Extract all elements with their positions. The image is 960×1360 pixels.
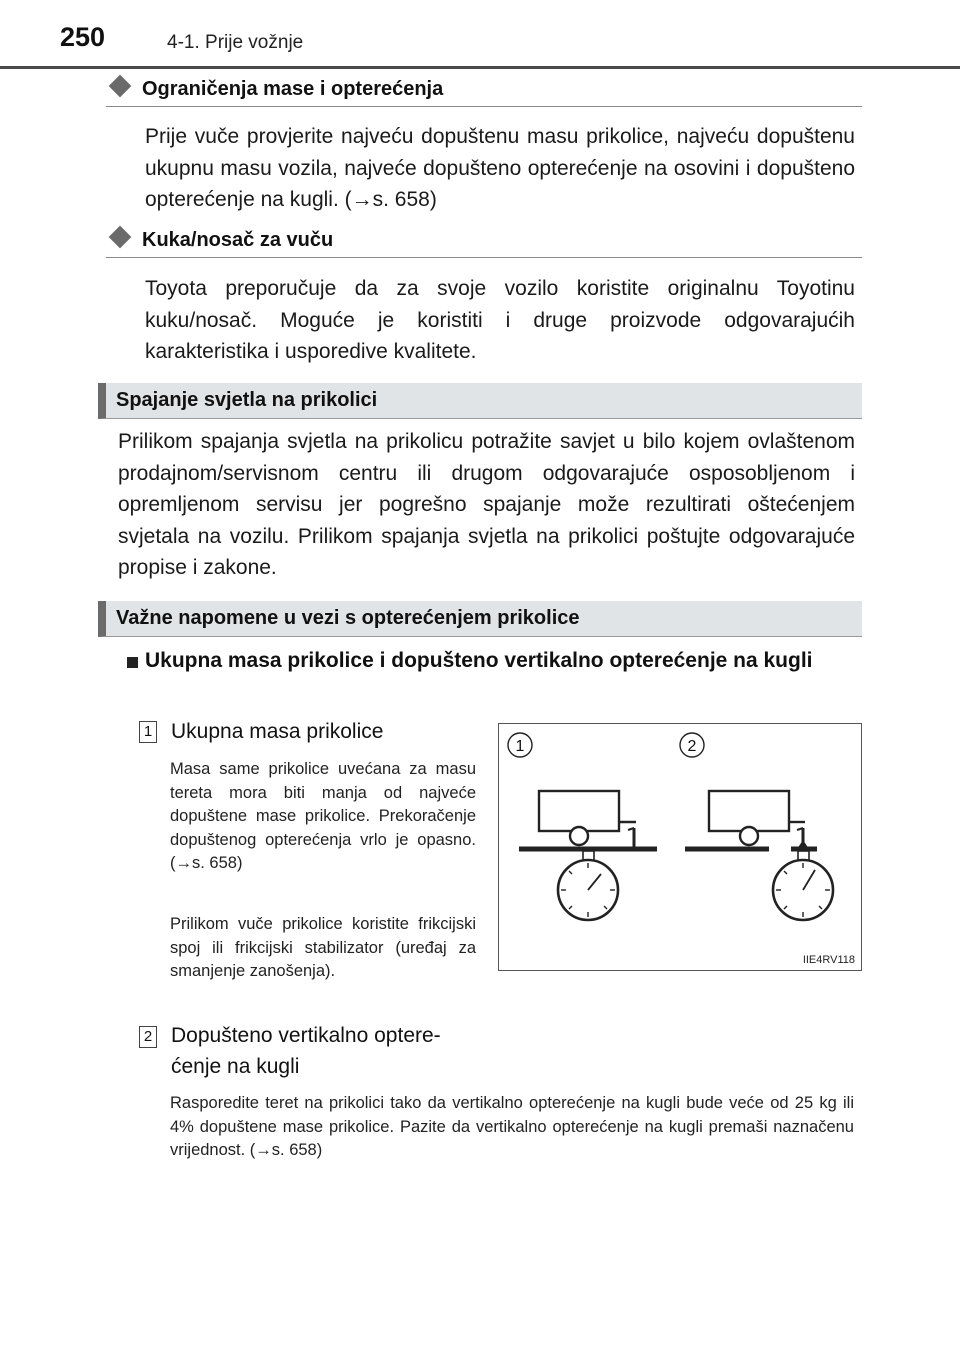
figure-callout-text-2: 2 <box>687 738 697 755</box>
weight-limits-paragraph: Prije vuče provjerite najveću dopuštenu masu prikolice, najveću dopuštenu ukupnu masu vozila, najveće dopušteno opterećenje na osovini i dopušteno opterećenje na kugli. (→s. 658) <box>145 125 855 211</box>
subheading-hitch-text: Kuka/nosač za vuču <box>142 229 334 251</box>
item-number-2: 2 <box>139 1026 157 1048</box>
item-1-paragraph-1: Masa same prikolice uvećana za masu tereta mora biti manja od najveće dopuštene mase prikolice. Prekoračenje dopuštenog opterećenja vrlo je opasno. (→s. 658) <box>170 760 476 872</box>
figure-code: IIE4RV118 <box>802 954 855 966</box>
hitch-on-scale-icon <box>685 791 833 920</box>
lights-paragraph: Prilikom spajanja svjetla na prikolicu potražite savjet u bilo kojem ovlaštenom prodajnom/servisnom centru ili drugom odgovarajuće osposobljenom i opremljenom servisu jer pogrešno spajanje može rezultirati oštećenjem svjetala na vozilu. Prilikom spajanja svjetla na prikolici poštujte odgovarajuće propise i zakone. <box>118 430 855 579</box>
diamond-bullet-icon <box>109 75 132 98</box>
section-band-lights-title: Spajanje svjetla na prikolici <box>116 389 378 411</box>
square-bullet-icon <box>127 657 138 668</box>
trailer-scale-illustration <box>499 724 861 970</box>
bold-bullet-item: Ukupna masa prikolice i dopušteno vertikalno opterećenje na kugli <box>145 649 813 672</box>
item-number-1: 1 <box>139 721 157 743</box>
subheading-weight-limits <box>106 78 862 107</box>
item-2-title-line-1: Dopušteno vertikalno optere- <box>171 1024 441 1047</box>
item-2-paragraph: Rasporedite teret na prikolici tako da vertikalno opterećenje na kugli bude veće od 25 kg ili 4% dopuštene mase prikolice. Pazite da vertikalno opterećenje na kugli premaši naznačenu vrijednost. (→s. 658) <box>170 1094 854 1159</box>
trailer-on-scale-icon <box>519 791 657 920</box>
page-number: 250 <box>60 22 106 52</box>
figure-callout-text-1: 1 <box>515 738 525 755</box>
item-1-paragraph-2: Prilikom vuče prikolice koristite frikcijski spoj ili frikcijski stabilizator (uređaj za smanjenje zanošenja). <box>170 915 476 980</box>
subheading-weight-limits-text: Ograničenja mase i opterećenja <box>142 78 444 100</box>
header-divider <box>0 66 960 69</box>
section-band-notes <box>98 601 862 637</box>
header-section-title: 4-1. Prije vožnje <box>167 32 304 53</box>
subheading-hitch <box>106 229 862 258</box>
diamond-bullet-icon <box>109 226 132 249</box>
section-band-lights <box>98 383 862 419</box>
hitch-paragraph: Toyota preporučuje da za svoje vozilo koristite originalnu Toyotinu kuku/nosač. Moguće je koristiti i druge proizvode odgovarajućih karakteristika i usporedive kvalitete. <box>145 277 855 363</box>
section-band-notes-title: Važne napomene u vezi s opterećenjem prikolice <box>116 607 580 629</box>
trailer-weight-figure <box>498 723 862 971</box>
item-1-title: Ukupna masa prikolice <box>171 720 384 743</box>
item-2-title-line-2: ćenje na kugli <box>171 1055 300 1078</box>
